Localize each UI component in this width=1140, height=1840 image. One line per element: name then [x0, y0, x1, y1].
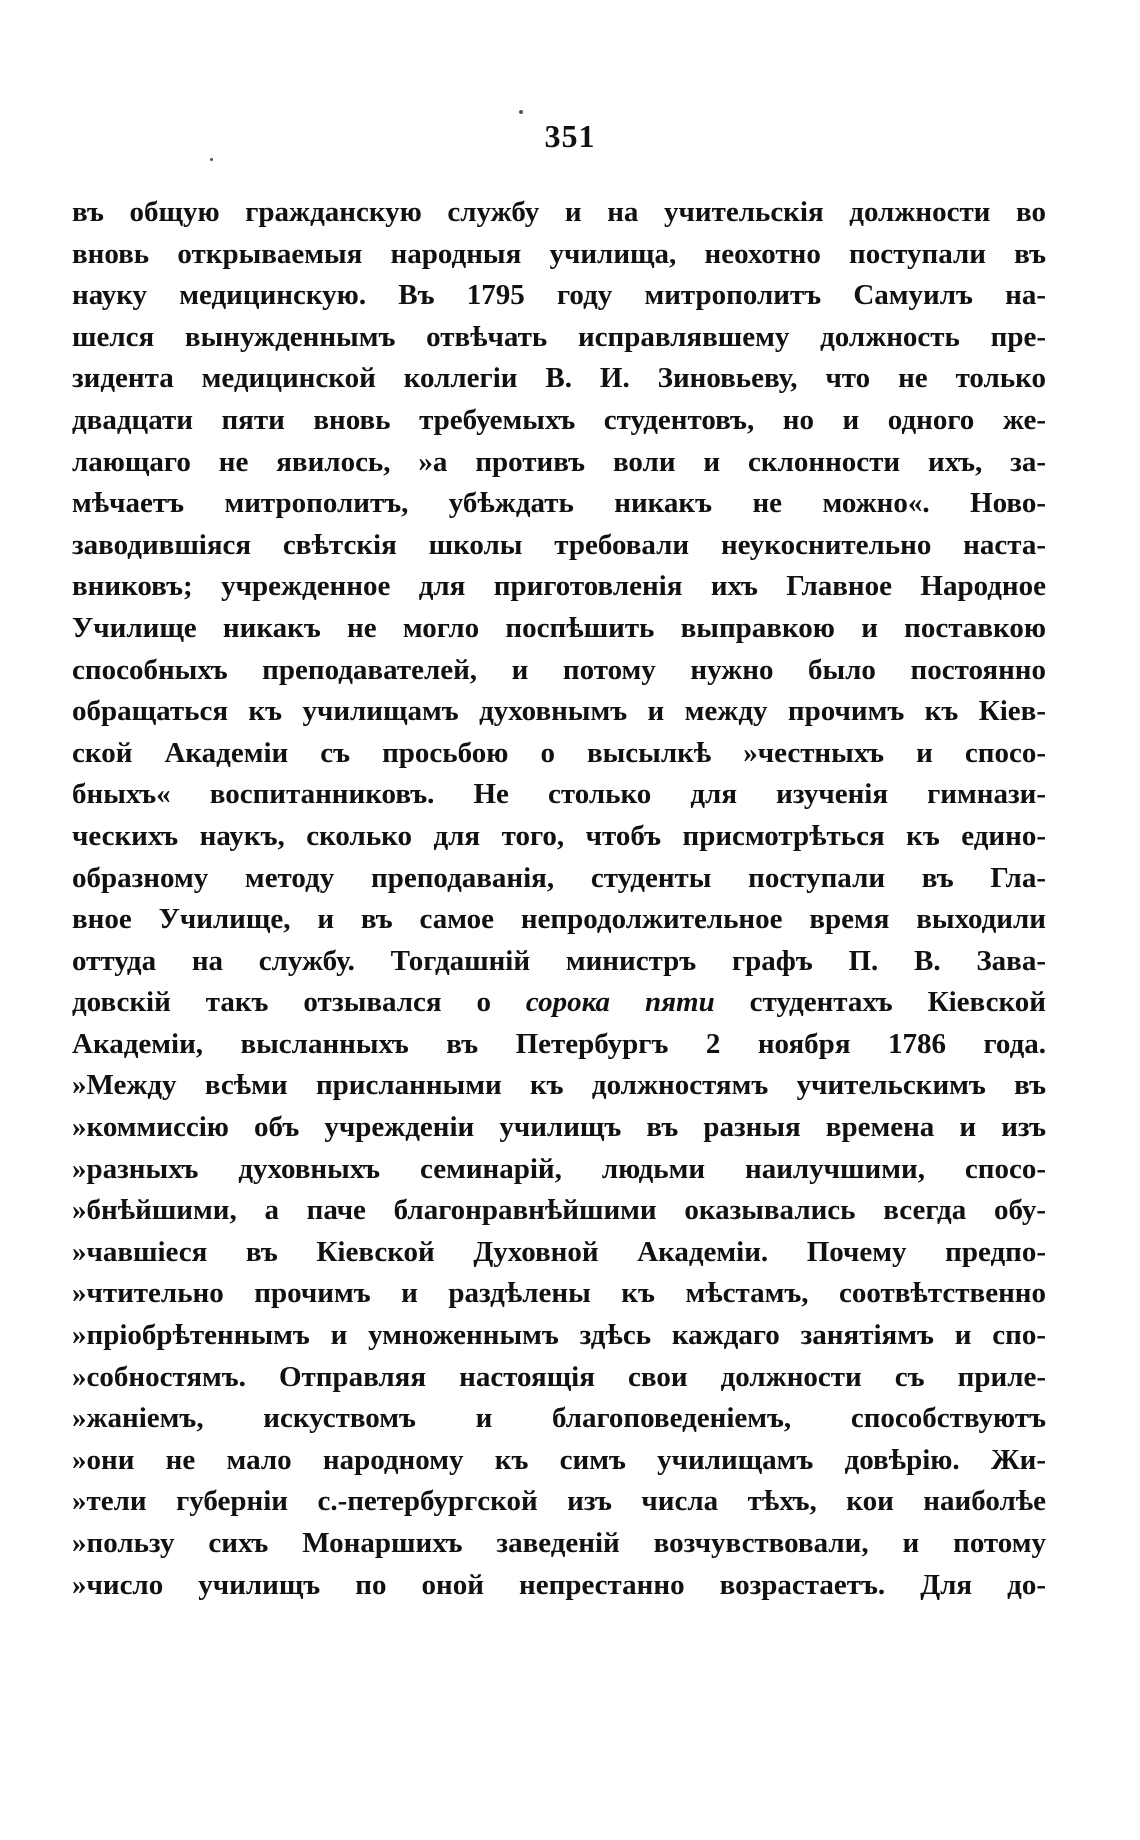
body-text [72, 192, 1046, 1606]
text-line: »тели губерніи с.-петербургской изъ числа тѣхъ, кои наиболѣе [72, 1485, 1046, 1518]
text-line: способныхъ преподавателей, и потому нужно было постоянно [72, 653, 1046, 686]
page-number: 351 [544, 118, 596, 154]
text-line: бныхъ« воспитанниковъ. Не столько для изученія гимнази- [72, 778, 1046, 811]
text-line: вниковъ; учрежденное для приготовленія ихъ Главное Народное [72, 570, 1046, 603]
text-line: »коммиссію объ учрежденіи училищъ въ разныя времена и изъ [72, 1111, 1046, 1144]
text-line: мѣчаетъ митрополитъ, убѣждать никакъ не можно«. Ново- [72, 487, 1046, 520]
text-line: »пріобрѣтеннымъ и умноженнымъ здѣсь каждаго занятіямъ и спо- [72, 1319, 1046, 1352]
text-line: »собностямъ. Отправляя настоящія свои должности съ приле- [72, 1360, 1046, 1393]
text-line: »Между всѣми присланными къ должностямъ учительскимъ въ [72, 1069, 1046, 1102]
scan-speck [519, 110, 523, 114]
text-line: лающаго не явилось, »а противъ воли и склонности ихъ, за- [72, 445, 1046, 478]
text-line: зидента медицинской коллегіи В. И. Зиновьеву, что не только [72, 362, 1046, 395]
text-line: науку медицинскую. Въ 1795 году митрополитъ Самуилъ на- [72, 279, 1046, 312]
text-line: вновь открываемыя народныя училища, неохотно поступали въ [72, 237, 1046, 270]
italic-phrase: сорока пяти [525, 986, 715, 1019]
text-line: »чтительно прочимъ и раздѣлены къ мѣстамъ, соотвѣтственно [72, 1277, 1046, 1310]
text-line-with-italic [72, 982, 1046, 1024]
text-line: образному методу преподаванія, студенты поступали въ Гла- [72, 861, 1046, 894]
text-line: шелся вынужденнымъ отвѣчать исправлявшему должность пре- [72, 320, 1046, 353]
scan-speck [210, 158, 213, 161]
text-line: »жаніемъ, искуствомъ и благоповеденіемъ, способствуютъ [72, 1402, 1046, 1435]
text-line: »число училищъ по оной непрестанно возрастаетъ. Для до- [72, 1568, 1046, 1601]
text-line: въ общую гражданскую службу и на учительскія должности во [72, 196, 1046, 228]
text-line: Академіи, высланныхъ въ Петербургъ 2 ноября 1786 года. [72, 1027, 1046, 1060]
line-start: довскій такъ отзывался о [72, 986, 526, 1019]
text-line: ческихъ наукъ, сколько для того, чтобъ присмотрѣться къ едино- [72, 819, 1046, 852]
text-line: вное Училище, и въ самое непродолжительное время выходили [72, 903, 1046, 936]
text-line: двадцати пяти вновь требуемыхъ студентовъ, но и одного же- [72, 403, 1046, 436]
text-line: Училище никакъ не могло поспѣшить выправкою и поставкою [72, 611, 1046, 644]
text-line: обращаться къ училищамъ духовнымъ и между прочимъ къ Кіев- [72, 695, 1046, 728]
line-end: студентахъ Кіевской [714, 986, 1046, 1019]
text-line: »чавшіеся въ Кіевской Духовной Академіи. Почему предпо- [72, 1235, 1046, 1268]
text-line: »они не мало народному къ симъ училищамъ довѣрію. Жи- [72, 1443, 1046, 1476]
text-line: оттуда на службу. Тогдашній министръ графъ П. В. Зава- [72, 944, 1046, 977]
text-line: »разныхъ духовныхъ семинарій, людьми наилучшими, спосо- [72, 1152, 1046, 1185]
text-line: »пользу сихъ Монаршихъ заведеній возчувствовали, и потому [72, 1527, 1046, 1559]
text-line: заводившіяся свѣтскія школы требовали неукоснительно наста- [72, 528, 1046, 561]
text-line: ской Академіи съ просьбою о высылкѣ »честныхъ и спосо- [72, 736, 1046, 769]
text-line: »бнѣйшими, а паче благонравнѣйшими оказывались всегда обу- [72, 1194, 1046, 1227]
